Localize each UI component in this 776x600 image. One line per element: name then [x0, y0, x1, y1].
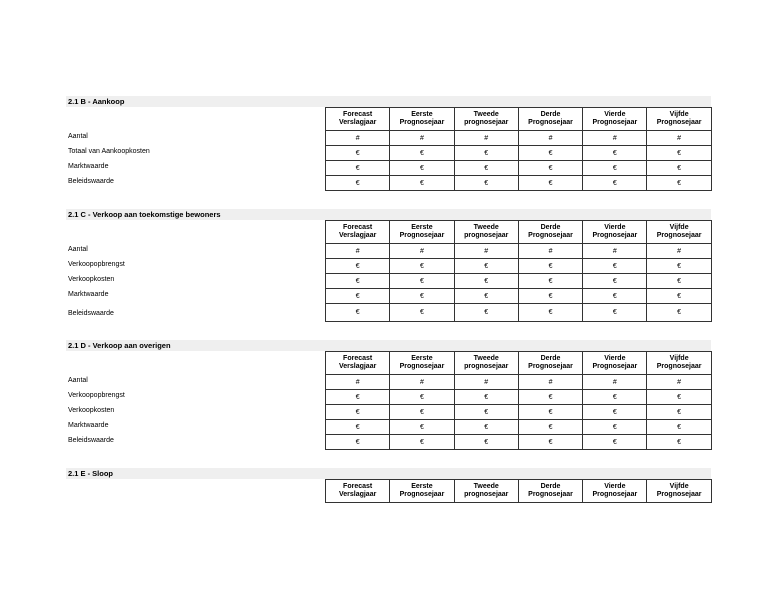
column-header-line: Prognosejaar: [592, 232, 638, 239]
section-4: [66, 468, 711, 498]
column-header: [390, 352, 454, 375]
table-row: [326, 435, 712, 450]
value-cell[interactable]: €: [583, 274, 647, 289]
row-label: Aantal: [68, 377, 88, 384]
column-header-line: Forecast: [343, 110, 373, 118]
prognosis-table: [325, 220, 712, 322]
table-row: [326, 405, 712, 420]
value-cell[interactable]: €: [647, 161, 711, 176]
column-header: [454, 480, 518, 503]
table-row: [326, 161, 712, 176]
value-cell[interactable]: €: [326, 405, 390, 420]
column-header: [647, 221, 711, 244]
value-cell[interactable]: €: [454, 289, 518, 304]
value-cell[interactable]: €: [583, 420, 647, 435]
value-cell[interactable]: €: [518, 405, 582, 420]
column-header: [518, 352, 582, 375]
table-row: [326, 146, 712, 161]
value-cell[interactable]: #: [647, 244, 711, 259]
row-label: Beleidswaarde: [68, 437, 114, 444]
column-header: [583, 221, 647, 244]
value-cell[interactable]: #: [583, 244, 647, 259]
column-header-line: prognosejaar: [464, 491, 509, 498]
value-cell[interactable]: €: [583, 289, 647, 304]
column-header-line: Tweede: [473, 110, 499, 118]
column-header: [647, 352, 711, 375]
column-header: [454, 352, 518, 375]
column-header-line: Prognosejaar: [656, 363, 702, 370]
column-header-line: Prognosejaar: [528, 491, 573, 498]
value-cell[interactable]: €: [518, 176, 582, 191]
value-cell[interactable]: €: [326, 274, 390, 289]
column-header-line: Eerste: [411, 354, 433, 362]
value-cell[interactable]: €: [647, 289, 711, 304]
column-header-line: Tweede: [473, 223, 499, 231]
column-header-line: Forecast: [343, 354, 373, 362]
value-cell[interactable]: €: [326, 259, 390, 274]
column-header-line: Prognosejaar: [399, 232, 445, 239]
value-cell[interactable]: €: [390, 420, 454, 435]
value-cell[interactable]: €: [390, 289, 454, 304]
column-header: [647, 480, 711, 503]
value-cell[interactable]: €: [647, 304, 711, 322]
value-cell[interactable]: €: [647, 259, 711, 274]
column-header: [583, 108, 647, 131]
row-label: Marktwaarde: [68, 422, 109, 429]
column-header: [518, 480, 582, 503]
header-row: [326, 221, 712, 244]
value-cell[interactable]: €: [583, 405, 647, 420]
section-title: 2.1 C - Verkoop aan toekomstige bewoners: [66, 209, 711, 220]
column-header-line: Prognosejaar: [399, 363, 445, 370]
prognosis-table: [325, 351, 712, 450]
column-header-line: Verslagjaar: [338, 232, 377, 239]
value-cell[interactable]: €: [326, 146, 390, 161]
value-cell[interactable]: €: [518, 146, 582, 161]
value-cell[interactable]: €: [518, 259, 582, 274]
value-cell[interactable]: €: [454, 274, 518, 289]
value-cell[interactable]: €: [518, 289, 582, 304]
section-1: [66, 96, 711, 187]
column-header: [454, 221, 518, 244]
header-row: [326, 352, 712, 375]
value-cell[interactable]: €: [454, 405, 518, 420]
column-header-line: prognosejaar: [464, 119, 509, 126]
column-header-line: Vierde: [604, 354, 626, 362]
value-cell[interactable]: €: [583, 259, 647, 274]
value-cell[interactable]: #: [647, 131, 711, 146]
table-row: [326, 289, 712, 304]
value-cell[interactable]: €: [583, 435, 647, 450]
column-header-line: Derde: [540, 482, 561, 490]
row-label: Marktwaarde: [68, 163, 109, 170]
column-header-line: Vierde: [604, 110, 626, 118]
value-cell[interactable]: €: [647, 176, 711, 191]
column-header-line: Prognosejaar: [399, 119, 445, 126]
value-cell[interactable]: €: [326, 420, 390, 435]
row-label: Verkoopopbrengst: [68, 392, 125, 399]
column-header-line: prognosejaar: [464, 232, 509, 239]
column-header: [390, 480, 454, 503]
column-header-line: Prognosejaar: [656, 119, 702, 126]
column-header: [390, 221, 454, 244]
prognosis-table: [325, 479, 712, 503]
section-title: 2.1 D - Verkoop aan overigen: [66, 340, 711, 351]
column-header: [583, 480, 647, 503]
value-cell[interactable]: #: [390, 375, 454, 390]
column-header-line: Prognosejaar: [592, 491, 638, 498]
row-label: Verkoopkosten: [68, 276, 115, 283]
value-cell[interactable]: €: [583, 304, 647, 322]
column-header-line: Prognosejaar: [656, 491, 702, 498]
value-cell[interactable]: €: [518, 420, 582, 435]
value-cell[interactable]: #: [454, 131, 518, 146]
value-cell[interactable]: €: [647, 405, 711, 420]
header-row: [326, 108, 712, 131]
value-cell[interactable]: €: [454, 435, 518, 450]
column-header-line: Vijfde: [669, 482, 689, 490]
column-header: [326, 108, 390, 131]
value-cell[interactable]: €: [518, 390, 582, 405]
table-row: [326, 304, 712, 322]
value-cell[interactable]: €: [454, 259, 518, 274]
value-cell[interactable]: €: [454, 146, 518, 161]
value-cell[interactable]: €: [647, 420, 711, 435]
value-cell[interactable]: €: [518, 274, 582, 289]
table-row: [326, 131, 712, 146]
table-row: [326, 420, 712, 435]
column-header-line: Vijfde: [669, 354, 689, 362]
table-row: [326, 274, 712, 289]
table-row: [326, 244, 712, 259]
table-row: [326, 390, 712, 405]
column-header-line: Verslagjaar: [338, 491, 377, 498]
table-row: [326, 176, 712, 191]
column-header-line: Forecast: [343, 223, 373, 231]
value-cell[interactable]: €: [390, 390, 454, 405]
row-label: Marktwaarde: [68, 291, 109, 298]
value-cell[interactable]: #: [390, 244, 454, 259]
value-cell[interactable]: €: [326, 289, 390, 304]
value-cell[interactable]: €: [518, 161, 582, 176]
value-cell[interactable]: #: [326, 131, 390, 146]
column-header: [390, 108, 454, 131]
table-row: [326, 259, 712, 274]
column-header-line: Prognosejaar: [592, 119, 638, 126]
column-header: [326, 221, 390, 244]
value-cell[interactable]: €: [454, 390, 518, 405]
value-cell[interactable]: #: [583, 375, 647, 390]
section-title: 2.1 E - Sloop: [66, 468, 711, 479]
header-row: [326, 480, 712, 503]
value-cell[interactable]: €: [390, 435, 454, 450]
value-cell[interactable]: #: [454, 375, 518, 390]
column-header: [583, 352, 647, 375]
value-cell[interactable]: €: [518, 435, 582, 450]
column-header-line: Eerste: [411, 223, 433, 231]
row-label: Aantal: [68, 246, 88, 253]
value-cell[interactable]: €: [647, 435, 711, 450]
column-header-line: Prognosejaar: [656, 232, 702, 239]
value-cell[interactable]: #: [583, 131, 647, 146]
column-header-line: Prognosejaar: [528, 363, 573, 370]
value-cell[interactable]: €: [583, 390, 647, 405]
column-header-line: Verslagjaar: [338, 119, 377, 126]
prognosis-table: [325, 107, 712, 191]
column-header-line: Derde: [540, 354, 561, 362]
column-header-line: Eerste: [411, 110, 433, 118]
section-3: [66, 340, 711, 446]
value-cell[interactable]: €: [390, 146, 454, 161]
column-header-line: Prognosejaar: [528, 119, 573, 126]
row-label: Beleidswaarde: [68, 178, 114, 185]
value-cell[interactable]: €: [647, 274, 711, 289]
column-header-line: Eerste: [411, 482, 433, 490]
value-cell[interactable]: #: [390, 131, 454, 146]
value-cell[interactable]: €: [390, 304, 454, 322]
value-cell[interactable]: #: [326, 375, 390, 390]
row-label: Totaal van Aankoopkosten: [68, 148, 150, 155]
value-cell[interactable]: #: [518, 375, 582, 390]
column-header-line: Prognosejaar: [399, 491, 445, 498]
value-cell[interactable]: #: [454, 244, 518, 259]
value-cell[interactable]: #: [518, 244, 582, 259]
section-2: [66, 209, 711, 317]
value-cell[interactable]: €: [326, 161, 390, 176]
value-cell[interactable]: #: [647, 375, 711, 390]
row-label: Beleidswaarde: [68, 310, 114, 317]
value-cell[interactable]: €: [518, 304, 582, 322]
column-header: [518, 108, 582, 131]
column-header-line: Derde: [540, 223, 561, 231]
value-cell[interactable]: €: [326, 176, 390, 191]
value-cell[interactable]: #: [326, 244, 390, 259]
section-title: 2.1 B - Aankoop: [66, 96, 711, 107]
value-cell[interactable]: €: [583, 176, 647, 191]
column-header: [326, 480, 390, 503]
value-cell[interactable]: €: [390, 405, 454, 420]
column-header-line: Tweede: [473, 354, 499, 362]
column-header-line: Vijfde: [669, 223, 689, 231]
row-label: Verkoopopbrengst: [68, 261, 125, 268]
value-cell[interactable]: €: [583, 146, 647, 161]
value-cell[interactable]: €: [390, 259, 454, 274]
value-cell[interactable]: €: [326, 390, 390, 405]
value-cell[interactable]: €: [583, 161, 647, 176]
column-header-line: prognosejaar: [464, 363, 509, 370]
column-header-line: Vierde: [604, 223, 626, 231]
value-cell[interactable]: €: [454, 304, 518, 322]
column-header-line: Vijfde: [669, 110, 689, 118]
value-cell[interactable]: €: [390, 274, 454, 289]
column-header: [518, 221, 582, 244]
value-cell[interactable]: €: [647, 146, 711, 161]
column-header-line: Prognosejaar: [592, 363, 638, 370]
value-cell[interactable]: €: [326, 304, 390, 322]
value-cell[interactable]: €: [326, 435, 390, 450]
column-header-line: Forecast: [343, 482, 373, 490]
row-label: Aantal: [68, 133, 88, 140]
column-header: [647, 108, 711, 131]
value-cell[interactable]: #: [518, 131, 582, 146]
value-cell[interactable]: €: [454, 420, 518, 435]
column-header: [326, 352, 390, 375]
value-cell[interactable]: €: [647, 390, 711, 405]
column-header-line: Verslagjaar: [338, 363, 377, 370]
column-header-line: Tweede: [473, 482, 499, 490]
value-cell[interactable]: €: [390, 161, 454, 176]
column-header: [454, 108, 518, 131]
table-row: [326, 375, 712, 390]
column-header-line: Derde: [540, 110, 561, 118]
value-cell[interactable]: €: [454, 161, 518, 176]
value-cell[interactable]: €: [454, 176, 518, 191]
column-header-line: Prognosejaar: [528, 232, 573, 239]
column-header-line: Vierde: [604, 482, 626, 490]
value-cell[interactable]: €: [390, 176, 454, 191]
row-label: Verkoopkosten: [68, 407, 115, 414]
